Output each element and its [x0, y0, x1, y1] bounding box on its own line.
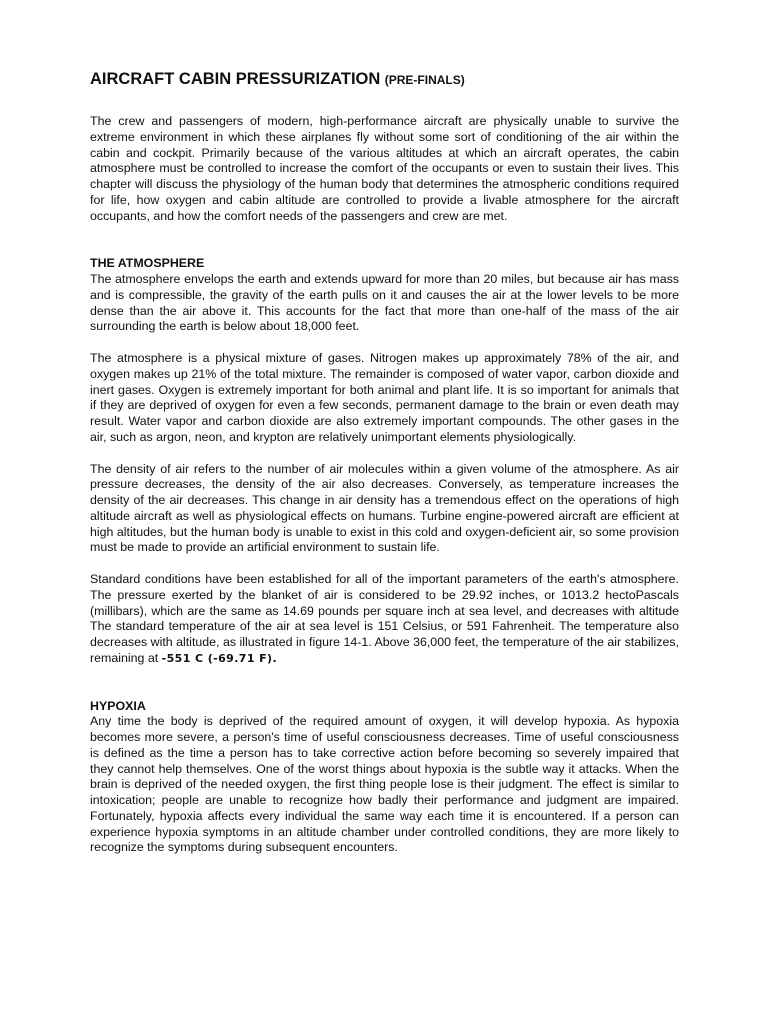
- temperature-value: -551 C (-69.71 F).: [161, 651, 278, 665]
- section-heading-atmosphere: THE ATMOSPHERE: [90, 256, 205, 271]
- title-subtitle: (PRE-FINALS): [384, 73, 465, 87]
- intro-paragraph: The crew and passengers of modern, high-performance aircraft are physically unable to survive the extreme environment in which these airplanes fly without some sort of conditioning of the air within the cabin and cockpit. Primarily because of the various altitudes at which an aircraft operates, the cabin atmosphere must be controlled to increase the comfort of the occupants or even to sustain their lives. This chapter will discuss the physiology of the human body that determines the atmospheric conditions required for life, how oxygen and cabin altitude are controlled to provide a livable atmosphere for the aircraft occupants, and how the comfort needs of the passengers and crew are met.: [90, 114, 679, 223]
- atmosphere-paragraph-4: [90, 572, 679, 667]
- document-page: [90, 68, 679, 856]
- atmosphere-paragraph-4-text: Standard conditions have been established for all of the important parameters of the earth's atmosphere. The pressure exerted by the blanket of air is considered to be 29.92 inches, or 1013.2 hectoPascals (millibars), which are the same as 14.69 pounds per square inch at sea level, and decreases with altitude The standard temperature of the air at sea level is 151 Celsius, or 591 Fahrenheit. The temperature also decreases with altitude, as illustrated in figure 14-1. Above 36,000 feet, the temperature of the air stabilizes, remaining at: [90, 572, 679, 665]
- atmosphere-paragraph-1: The atmosphere envelops the earth and extends upward for more than 20 miles, but because air has mass and is compressible, the gravity of the earth pulls on it and causes the air at the lower levels to be more dense than the air above it. This accounts for the fact that more than one-half of the mass of the air surrounding the earth is below about 18,000 feet.: [90, 272, 679, 334]
- atmosphere-paragraph-2: The atmosphere is a physical mixture of gases. Nitrogen makes up approximately 78% of the air, and oxygen makes up 21% of the total mixture. The remainder is composed of water vapor, carbon dioxide and inert gases. Oxygen is extremely important for both animal and plant life. It is so important for animals that if they are deprived of oxygen for even a few seconds, permanent damage to the brain or even death may result. Water vapor and carbon dioxide are also extremely important compounds. The other gases in the air, such as argon, neon, and krypton are relatively unimportant elements physiologically.: [90, 351, 679, 444]
- section-heading-hypoxia: HYPOXIA: [90, 698, 146, 713]
- title-main: AIRCRAFT CABIN PRESSURIZATION: [90, 70, 381, 88]
- atmosphere-paragraph-3: The density of air refers to the number of air molecules within a given volume of the atmosphere. As air pressure decreases, the density of the air also decreases. Conversely, as temperature increases the density of the air decreases. This change in air density has a tremendous effect on the operations of high altitude aircraft as well as physiological effects on humans. Turbine engine-powered aircraft are efficient at high altitudes, but the human body is unable to exist in this cold and oxygen-deficient air, so some provision must be made to provide an artificial environment to sustain life.: [90, 461, 679, 555]
- hypoxia-paragraph-1: Any time the body is deprived of the required amount of oxygen, it will develop hypoxia. As hypoxia becomes more severe, a person's time of useful consciousness decreases. Time of useful consciousness is defined as the time a person has to take corrective action before becoming so severely impaired that they cannot help themselves. One of the worst things about hypoxia is the subtle way it attacks. When the brain is deprived of the needed oxygen, the first thing people lose is their judgment. The effect is similar to intoxication; people are unable to recognize how badly their performance and judgment are impaired. Fortunately, hypoxia affects every individual the same way each time it is encountered. If a person can experience hypoxia symptoms in an altitude chamber under controlled conditions, they are more likely to recognize the symptoms during subsequent encounters.: [90, 714, 679, 855]
- document-title: [90, 68, 679, 91]
